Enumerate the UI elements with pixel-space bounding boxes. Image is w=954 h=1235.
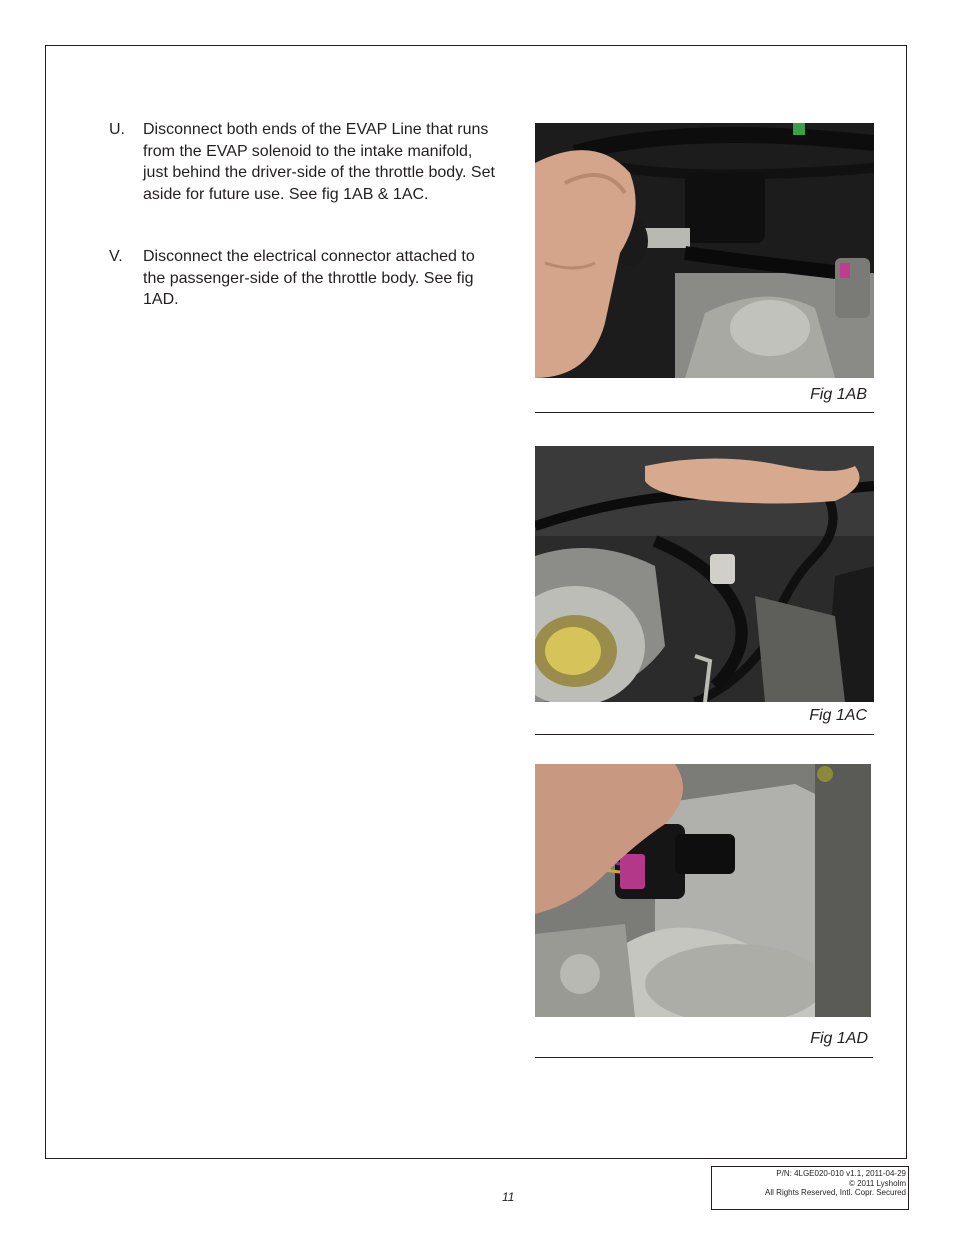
copyright-line: © 2011 Lysholm [848, 1178, 906, 1188]
part-number: P/N: 4LGE020-010 v1.1, 2011-04-29 [776, 1169, 906, 1178]
figure-caption: Fig 1AD [810, 1030, 868, 1047]
figure-1ad [535, 764, 874, 1059]
copyright-box [711, 1166, 909, 1210]
figure-caption: Fig 1AB [810, 386, 867, 403]
rights-line: All Rights Reserved, Intl. Copr. Secured [765, 1188, 906, 1197]
step-letter: V. [109, 248, 123, 265]
step-text: Disconnect both ends of the EVAP Line that runs from the EVAP solenoid to the intake manifold, just behind the driver-side of the throttle body. Set aside for future use. See fig 1AB & 1AC. [143, 121, 495, 203]
figure-caption: Fig 1AC [809, 707, 867, 724]
figure-1ab [535, 123, 874, 413]
caption-rule [535, 1057, 873, 1058]
page-number: 11 [502, 1190, 515, 1204]
engine-photo-evap-line [535, 446, 874, 702]
step-text: Disconnect the electrical connector attached to the passenger-side of the throttle body. See fig 1AD. [143, 248, 475, 308]
caption-rule [535, 412, 874, 413]
instruction-step-u [109, 119, 499, 205]
instruction-step-v [109, 246, 499, 311]
engine-photo-evap-solenoid [535, 123, 874, 378]
engine-photo-electrical-connector [535, 764, 871, 1017]
step-letter: U. [109, 121, 125, 138]
caption-rule [535, 734, 874, 735]
figure-1ac [535, 446, 874, 736]
